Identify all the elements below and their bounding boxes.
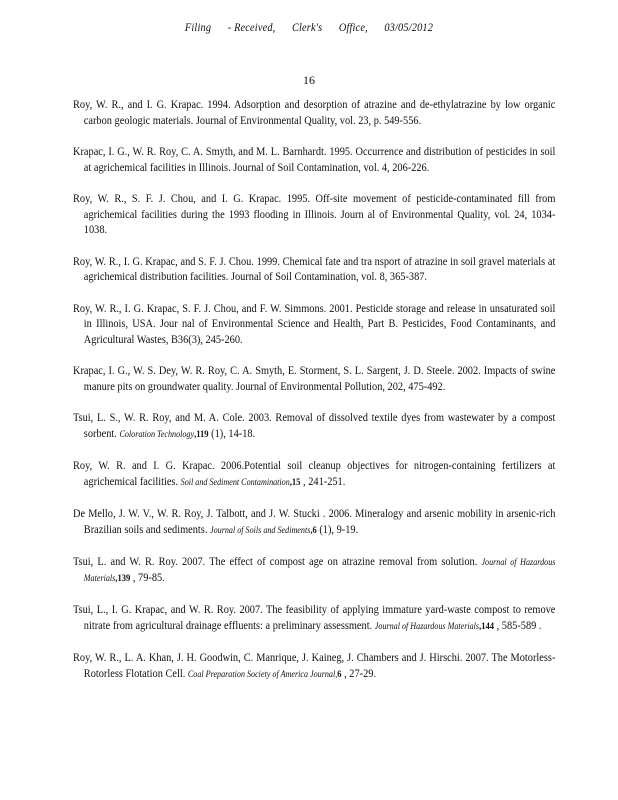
volume: ,119 — [194, 429, 209, 440]
volume: 6 — [337, 669, 342, 680]
volume: ,6 — [310, 525, 317, 536]
header-received: - Received, — [227, 20, 276, 34]
page-number: 16 — [303, 73, 315, 87]
volume: ,15 — [289, 477, 301, 488]
reference-entry: De Mello, J. W. V., W. R. Roy, J. Talbott, and J. W. Stucki . 2006. Mineralogy and arsenic mobility in arsenic-rich Brazilian soils and sediments. Journal of Soils and Sediments,6 (1), 9-19. — [73, 508, 556, 536]
journal-name: Coloration Technology — [119, 428, 195, 439]
reference-entry: Krapac, I. G., W. R. Roy, C. A. Smyth, and M. L. Barnhardt. 1995. Occurrence and distribution of pesticides in soil at agrichemical facilities in Illinois. Journal of Soil Contamination, vol. 4, 206-226. — [73, 146, 556, 174]
reference-entry: Roy, W. R., and I. G. Krapac. 1994. Adsorption and desorption of atrazine and de-ethylatrazine by low organic carbon geologic materials. Journal of Environmental Quality, vol. 23, p. 549-556. — [73, 99, 556, 127]
reference-entry: Roy, W. R. and I. G. Krapac. 2006.Potential soil cleanup objectives for nitrogen-containing fertilizers at agrichemical facilities. Soil and Sediment Contamination,15 , 241-251. — [73, 460, 556, 488]
reference-entry: Roy, W. R., S. F. J. Chou, and I. G. Krapac. 1995. Off-site movement of pesticide-contaminated fill from agrichemical facilities during the 1993 flooding in Illinois. Journ al of Environmental Quality, vol. 24, 1034-1038. — [73, 193, 556, 236]
reference-entry: Roy, W. R., I. G. Krapac, and S. F. J. Chou. 1999. Chemical fate and tra nsport of atrazine in soil gravel materials at agrichemical distribution facilities. Journal of Soil Contamination, vol. 8, 365-387. — [73, 255, 556, 283]
journal-name: Journal of Hazardous Materials — [374, 620, 480, 631]
header-date: 03/05/2012 — [384, 20, 434, 34]
volume: ,139 — [115, 573, 131, 584]
journal-name: Journal of Hazardous Materials — [83, 557, 556, 583]
reference-list — [73, 98, 556, 699]
reference-entry: Roy, W. R., I. G. Krapac, S. F. J. Chou, and F. W. Simmons. 2001. Pesticide storage and release in unsaturated soil in Illinois, USA. Jour nal of Environmental Science and Health, Part B. Pesticides, Food Contaminants, and Agricultural Wastes, B36(3), 245-260. — [73, 302, 556, 346]
header-filing: Filing — [184, 20, 212, 34]
header-clerks: Clerk's — [291, 20, 323, 34]
reference-entry: Tsui, L., I. G. Krapac, and W. R. Roy. 2007. The feasibility of applying immature yard-waste compost to remove nitrate from agricultural drainage effluents: a preliminary assessment. Journal of Hazardous Materials,144 , 585-589 . — [73, 604, 556, 632]
reference-entry: Roy, W. R., L. A. Khan, J. H. Goodwin, C. Manrique, J. Kaineg, J. Chambers and J. Hirschi. 2007. The Motorless-Rotorless Flotation Cell. Coal Preparation Society of America Journal,6 , 27-29. — [73, 652, 556, 680]
reference-entry: Tsui, L. and W. R. Roy. 2007. The effect of compost age on atrazine removal from solution. Journal of Hazardous Materials,139 , 79-85. — [73, 556, 556, 584]
journal-name: Coal Preparation Society of America Journal, — [187, 668, 338, 679]
journal-name: Journal of Soils and Sediments — [209, 524, 311, 535]
reference-entry: Krapac, I. G., W. S. Dey, W. R. Roy, C. A. Smyth, E. Storment, S. L. Sargent, J. D. Steele. 2002. Impacts of swine manure pits on groundwater quality. Journal of Environmental Pollution, 202, 475-492. — [73, 365, 556, 393]
volume: ,144 — [479, 621, 495, 632]
journal-name: Soil and Sediment Contamination — [180, 476, 290, 487]
filing-header — [43, 20, 574, 35]
header-office: Office, — [338, 20, 368, 34]
reference-entry: Tsui, L. S., W. R. Roy, and M. A. Cole. 2003. Removal of dissolved textile dyes from wastewater by a compost sorbent. Coloration Technology,119 (1), 14-18. — [73, 412, 556, 440]
